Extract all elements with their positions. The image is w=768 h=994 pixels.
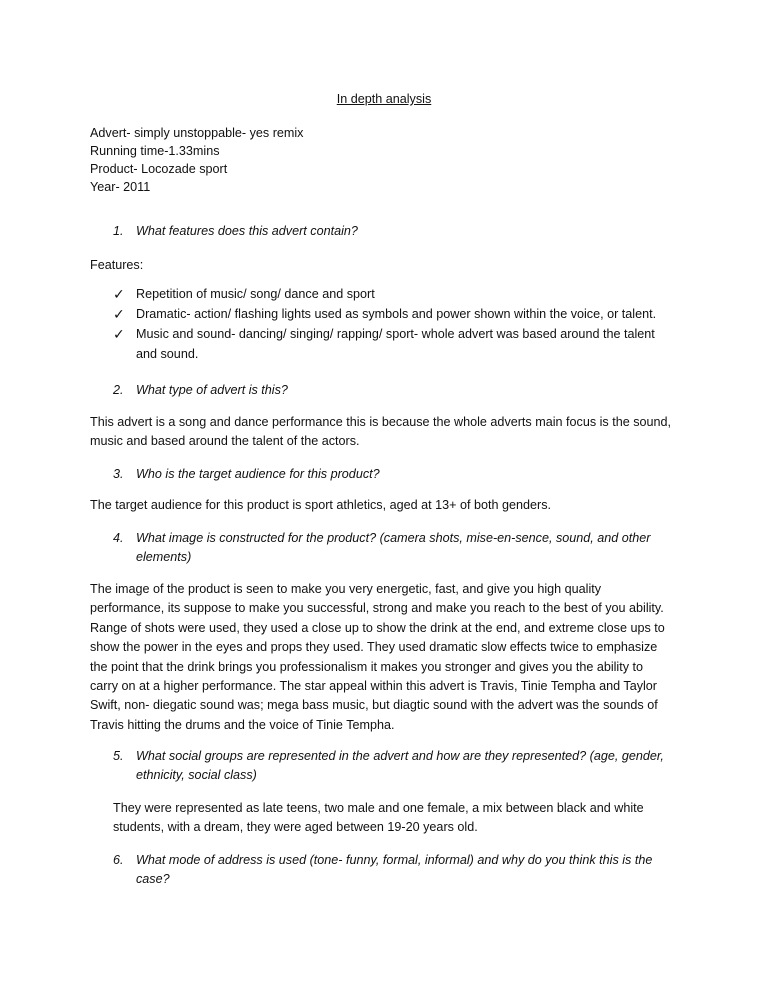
answer-5	[113, 799, 673, 838]
answer-line: The target audience for this product is sport athletics, aged at 13+ of both genders.	[90, 498, 552, 512]
list-item-text: and sound.	[136, 347, 199, 361]
answer-line: performance, its suppose to make you successful, strong and make you reach to the best of you ability.	[90, 601, 664, 616]
list-item-text: Repetition of music/ song/ dance and sport	[136, 287, 375, 301]
answer-3	[90, 496, 680, 515]
answer-line: Swift, non- diegatic sound was; mega bass music, but diagtic sound with the advert was the sounds of	[90, 698, 658, 713]
checkmark-icon: ✓	[113, 286, 125, 302]
question-number: 3.	[113, 467, 124, 481]
answer-line: carry on at a higher performance. The star appeal within this advert is Travis, Tinie Tempha and Taylor	[90, 679, 658, 694]
advert-info	[90, 124, 303, 196]
question-text: What type of advert is this?	[136, 383, 288, 397]
question-number: 1.	[113, 224, 124, 238]
page-title: In depth analysis	[336, 92, 432, 106]
question-3	[113, 465, 673, 484]
question-text-line: case?	[136, 872, 170, 886]
checkmark-icon: ✓	[113, 306, 125, 322]
question-5	[113, 747, 673, 785]
answer-line: the point that the drink brings you professionalism it makes you stronger and gives you the ability to	[90, 659, 644, 674]
answer-line: show the power in the eyes and props they used. They used dramatic slow effects twice to emphasize	[90, 640, 658, 655]
question-text-line: elements)	[136, 550, 192, 564]
year: Year- 2011	[90, 180, 151, 194]
question-number: 2.	[113, 383, 124, 397]
product-name: Product- Locozade sport	[90, 162, 228, 176]
answer-line: The image of the product is seen to make you very energetic, fast, and give you high quality	[90, 582, 602, 596]
answer-line: Range of shots were used, they used a close up to show the drink at the end, and extreme close ups to	[90, 620, 665, 635]
list-item	[113, 324, 683, 364]
checkmark-icon: ✓	[113, 326, 125, 342]
question-text-line: What image is constructed for the product? (camera shots, mise-en-sence, sound, and other	[136, 531, 651, 545]
question-number: 5.	[113, 749, 124, 763]
answer-2	[90, 413, 680, 452]
answer-line: students, with a dream, they were aged between 19-20 years old.	[113, 820, 478, 835]
features-label: Features:	[90, 258, 144, 272]
list-item	[113, 304, 683, 324]
answer-line: music and based around the talent of the actors.	[90, 434, 360, 449]
question-number: 4.	[113, 531, 124, 545]
question-text-line: ethnicity, social class)	[136, 768, 257, 782]
question-2	[113, 381, 673, 400]
list-item	[113, 284, 683, 304]
question-text-line: What social groups are represented in the advert and how are they represented? (age, gender,	[136, 749, 664, 763]
list-item-text: Music and sound- dancing/ singing/ rapping/ sport- whole advert was based around the talent	[136, 327, 655, 341]
answer-line: This advert is a song and dance performance this is because the whole adverts main focus is the sound,	[90, 415, 672, 429]
question-text-line: What mode of address is used (tone- funny, formal, informal) and why do you think this is the	[136, 853, 653, 867]
question-text: Who is the target audience for this product?	[136, 467, 380, 481]
advert-name: Advert- simply unstoppable- yes remix	[90, 126, 304, 140]
question-1	[113, 222, 673, 241]
features-list	[113, 284, 683, 364]
answer-line: They were represented as late teens, two male and one female, a mix between black and white	[113, 801, 644, 815]
running-time: Running time-1.33mins	[90, 144, 220, 158]
answer-4	[90, 580, 680, 735]
list-item-text: Dramatic- action/ flashing lights used as symbols and power shown within the voice, or talent.	[136, 307, 657, 321]
question-text: What features does this advert contain?	[136, 224, 358, 238]
question-number: 6.	[113, 853, 124, 867]
question-6	[113, 851, 673, 889]
answer-line: Travis hitting the drums and the voice of Tinie Tempha.	[90, 717, 395, 732]
question-4	[113, 529, 673, 567]
